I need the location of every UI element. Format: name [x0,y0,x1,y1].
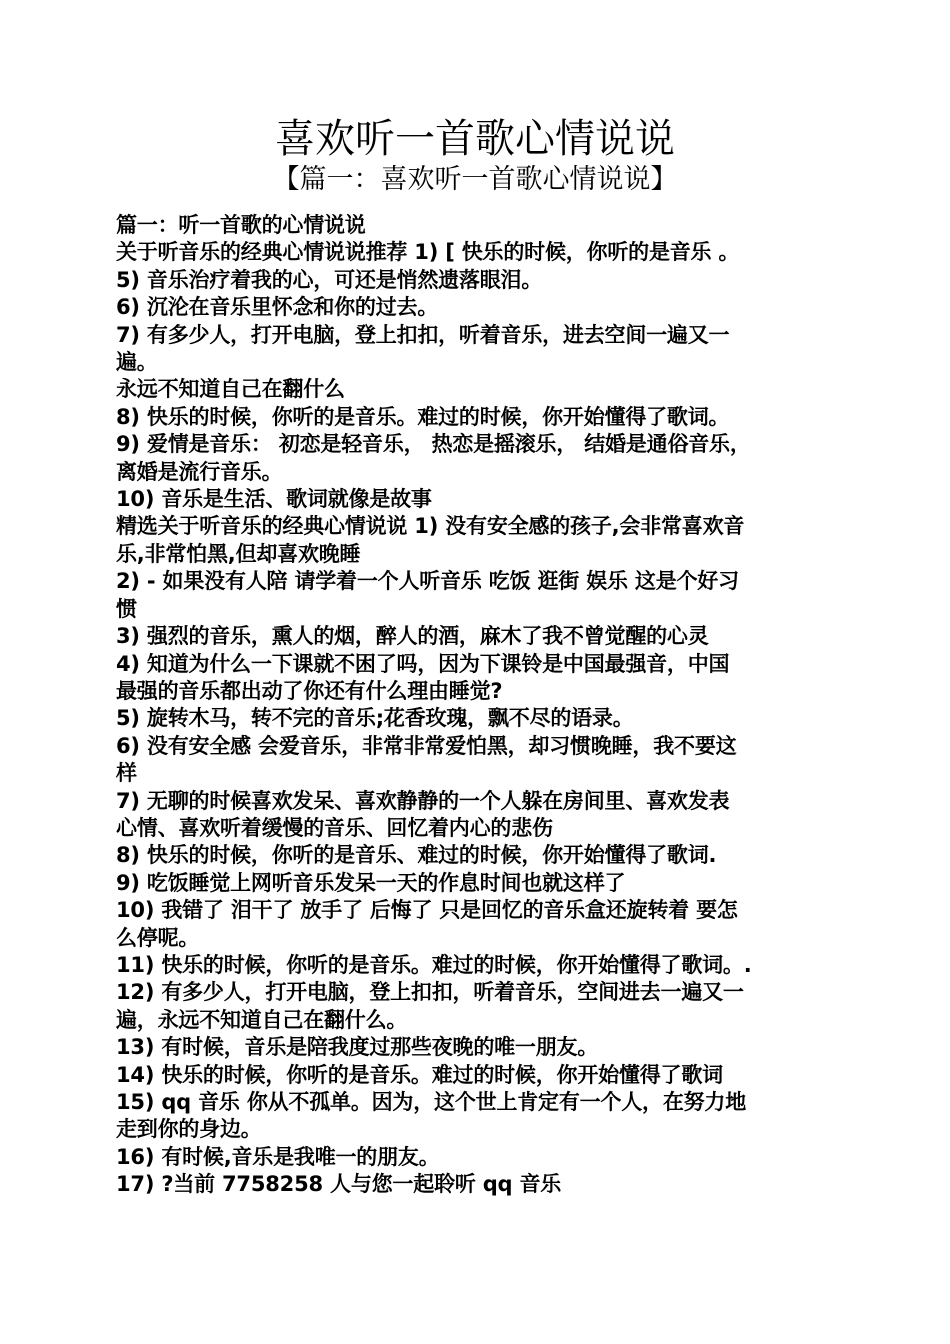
body-text-line: 么停呢。 [116,925,200,950]
body-text-line: 惯 [116,596,137,621]
body-text-line: 走到你的身边。 [116,1117,262,1142]
body-text-line: 4) 知道为什么一下课就不困了吗，因为下课铃是中国最强音，中国 [116,651,730,676]
body-text-line: 12) 有多少人，打开电脑，登上扣扣，听着音乐，空间进去一遍又一 [116,980,744,1005]
body-text-line: 8) 快乐的时候，你听的是音乐。难过的时候，你开始懂得了歌词。 [116,404,730,429]
body-text-line: 7) 无聊的时候喜欢发呆、喜欢静静的一个人躲在房间里、喜欢发表 [116,788,730,813]
body-text-line: 10) 我错了 泪干了 放手了 后悔了 只是回忆的音乐盒还旋转着 要怎 [116,898,738,923]
body-text-line: 15) qq 音乐 你从不孤单。因为，这个世上肯定有一个人，在努力地 [116,1090,747,1114]
body-text-line: 样 [116,761,137,786]
body-text-line: 13) 有时候，音乐是陪我度过那些夜晚的唯一朋友。 [116,1035,599,1060]
body-text-line: 11) 快乐的时候，你听的是音乐。难过的时候，你开始懂得了歌词。. [116,952,752,977]
body-text-line: 9) 吃饭睡觉上网听音乐发呆一天的作息时间也就这样了 [116,870,626,895]
body-text-line: 6) 没有安全感 会爱音乐，非常非常爱怕黑，却习惯晚睡，我不要这 [116,733,737,758]
body-text-line: 篇一：听一首歌的心情说说 [116,213,366,237]
body-text-line: 最强的音乐都出动了你还有什么理由睡觉? [116,678,503,703]
body-text-line: 8) 快乐的时候，你听的是音乐、难过的时候，你开始懂得了歌词. [116,843,717,868]
body-text-line: 6) 沉沦在音乐里怀念和你的过去。 [116,295,439,320]
body-text-line: 遍。 [116,350,158,375]
body-text-line: 乐,非常怕黑,但却喜欢晚睡 [116,541,361,566]
document-body [116,212,834,1199]
body-text-line: 17) ?当前 7758258 人与您一起聆听 qq 音乐 [116,1172,562,1197]
body-text-line: 离婚是流行音乐。 [116,459,283,484]
body-text-line: 3) 强烈的音乐，熏人的烟，醉人的酒，麻木了我不曾觉醒的心灵 [116,624,709,649]
body-text-line: 5) 音乐治疗着我的心，可还是悄然遗落眼泪。 [116,267,543,292]
body-text-line: 16) 有时候,音乐是我唯一的朋友。 [116,1144,440,1169]
body-text-line: 9) 爱情是音乐： 初恋是轻音乐， 热恋是摇滚乐， 结婚是通俗音乐， [116,432,751,457]
body-text-line: 关于听音乐的经典心情说说推荐 1) [ 快乐的时候，你听的是音乐 。 [116,240,740,265]
body-text-line: 14) 快乐的时候，你听的是音乐。难过的时候，你开始懂得了歌词 [116,1062,723,1087]
body-text-line: 遍，永远不知道自己在翻什么。 [116,1007,408,1032]
body-text-line: 5) 旋转木马，转不完的音乐;花香玫瑰，飘不尽的语录。 [116,706,634,731]
body-text-line: 精选关于听音乐的经典心情说说 1) 没有安全感的孩子,会非常喜欢音 [116,514,745,539]
body-text-line: 永远不知道自己在翻什么 [116,377,345,402]
body-text-line: 2) - 如果没有人陪 请学着一个人听音乐 吃饭 逛街 娱乐 这是个好习 [116,569,739,594]
body-text-line: 7) 有多少人，打开电脑，登上扣扣，听着音乐，进去空间一遍又一 [116,322,730,347]
body-text-line: 心情、喜欢听着缓慢的音乐、回忆着内心的悲伤 [116,815,553,840]
body-text-line: 10) 音乐是生活、歌词就像是故事 [116,487,432,512]
document-subtitle: 【篇一：喜欢听一首歌心情说说】 [272,164,678,195]
document-title: 喜欢听一首歌心情说说 [275,116,675,162]
